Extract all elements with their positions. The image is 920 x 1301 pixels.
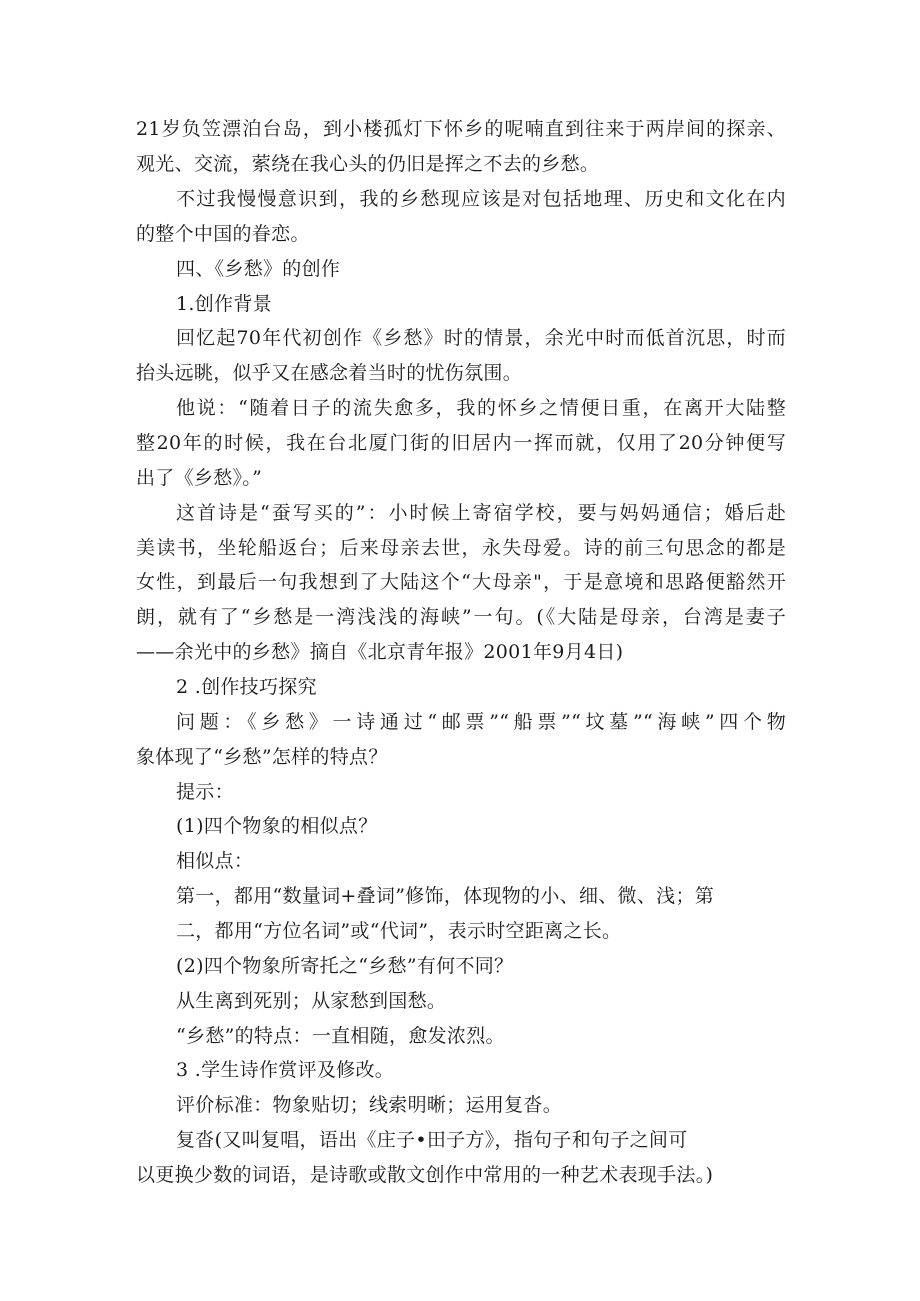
text-line: 的整个中国的眷恋。 bbox=[136, 223, 310, 245]
text-line: 问题：《乡愁》一诗通过“邮票”“船票”“坟墓”“海峡”四个物 bbox=[176, 711, 786, 733]
text-line: 回忆起70年代初创作《乡愁》时的情景，余光中时而低首沉思，时而 bbox=[176, 327, 786, 349]
text-line: 他说：“随着日子的流失愈多，我的怀乡之情便日重，在离开大陆整 bbox=[176, 397, 786, 419]
text-line: 抬头远眺，似乎又在感念着当时的忧伤氛围。 bbox=[136, 362, 523, 384]
subsection-heading: 3 .学生诗作赏评及修改。 bbox=[176, 1059, 395, 1081]
text-line: 提示： bbox=[176, 781, 234, 803]
text-line: 朗，就有了“乡愁是一湾浅浅的海峡”一句。(《大陆是母亲，台湾是妻子 bbox=[136, 606, 786, 628]
text-line: 这首诗是“蚕写买的”：小时候上寄宿学校，要与妈妈通信；婚后赴 bbox=[176, 502, 786, 524]
text-line: 二，都用“方位名词”或“代词”，表示时空距离之长。 bbox=[176, 920, 622, 942]
text-line: 第一，都用“数量词+叠词”修饰，体现物的小、细、微、浅；第 bbox=[176, 885, 715, 907]
text-line: (2)四个物象所寄托之“乡愁”有何不同？ bbox=[176, 955, 514, 977]
subsection-heading: 2 .创作技巧探究 bbox=[176, 676, 317, 698]
text-line: 美读书，坐轮船返台；后来母亲去世，永失母爱。诗的前三句思念的都是 bbox=[136, 537, 786, 559]
text-line: 以更换少数的词语，是诗歌或散文创作中常用的一种艺术表现手法。) bbox=[136, 1164, 714, 1186]
text-line: 相似点： bbox=[176, 850, 254, 872]
text-line: 不过我慢慢意识到，我的乡愁现应该是对包括地理、历史和文化在内 bbox=[176, 188, 786, 210]
text-line: ——余光中的乡愁》摘自《北京青年报》2001年9月4日) bbox=[136, 641, 624, 663]
section-heading: 四、《乡愁》的创作 bbox=[176, 258, 341, 280]
text-line: 整20年的时候，我在台北厦门街的旧居内一挥而就，仅用了20分钟便写 bbox=[136, 432, 786, 454]
text-line: 从生离到死别；从家愁到国愁。 bbox=[176, 990, 447, 1012]
text-line: 象体现了“乡愁”怎样的特点？ bbox=[136, 746, 388, 768]
text-line: 观光、交流，萦绕在我心头的仍旧是挥之不去的乡愁。 bbox=[136, 153, 600, 175]
subsection-heading: 1.创作背景 bbox=[176, 293, 272, 315]
text-line: 女性，到最后一句我想到了大陆这个“大母亲"，于是意境和思路便豁然开 bbox=[136, 571, 786, 593]
text-line: 出了《乡愁》。” bbox=[136, 467, 263, 489]
text-line: (1)四个物象的相似点？ bbox=[176, 815, 378, 837]
text-line: “乡愁”的特点：一直相随，愈发浓烈。 bbox=[176, 1025, 505, 1047]
text-line: 复沓(又叫复唱，语出《庄子•田子方》，指句子和句子之间可 bbox=[176, 1129, 688, 1151]
text-line: 21岁负笠漂泊台岛，到小楼孤灯下怀乡的呢喃直到往来于两岸间的探亲、 bbox=[136, 118, 786, 140]
text-line: 评价标准：物象贴切；线索明晰；运用复沓。 bbox=[176, 1094, 563, 1116]
